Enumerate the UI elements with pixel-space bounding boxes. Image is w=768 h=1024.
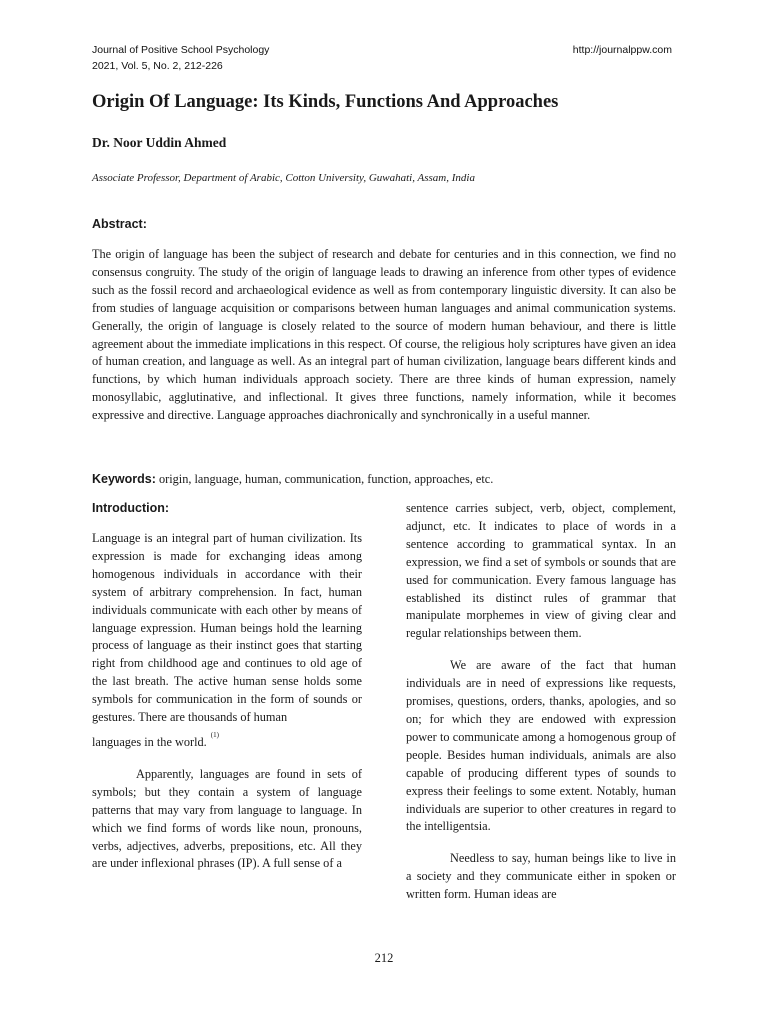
paper-title: Origin Of Language: Its Kinds, Functions And Approaches (92, 92, 559, 112)
author-affiliation: Associate Professor, Department of Arabic, Cotton University, Guwahati, Assam, India (92, 172, 475, 184)
abstract-heading: Abstract: (92, 217, 147, 231)
intro-paragraph-5: Needless to say, human beings like to live in a society and they communicate either in spoken or written form. Human ideas are (406, 851, 676, 902)
left-column (92, 500, 362, 873)
page-number: 212 (374, 951, 394, 965)
intro-paragraph-1-end: languages in the world. (92, 734, 207, 749)
journal-name: Journal of Positive School Psychology (92, 44, 270, 56)
citation-ref[interactable]: (1) (210, 730, 219, 739)
journal-issue: 2021, Vol. 5, No. 2, 212-226 (92, 60, 223, 72)
intro-paragraph-1-text: Language is an integral part of human civilization. Its expression is made for exchanging ideas among homogenous individuals in accordance with their system of arbitrary comprehension. In fact, human individuals communicate with each other by means of language expression. Human beings hold the learning process of language as their instinct goes that starting right from childhood age and continues to old age of the last breath. The active human sense holds some symbols for communication in the form of sounds or gestures. There are thousands of human (92, 531, 362, 725)
intro-paragraph-2: Apparently, languages are found in sets of symbols; but they contain a system of language patterns that may vary from language to language. In which we find forms of words like noun, pronouns, verbs, adjectives, adverbs, prepositions, etc. All they are under inflexional phrases (IP). A full sense of a (92, 766, 362, 871)
author-name: Dr. Noor Uddin Ahmed (92, 135, 227, 150)
intro-paragraph-1 (92, 530, 362, 752)
abstract-text: The origin of language has been the subject of research and debate for centuries and in this connection, we find no consensus congruity. The study of the origin of language leads to drawing an inference from other types of evidence such as the fossil record and archaeological evidence as well as from contemporary linguistic diversity. It can also be from studies of language acquisition or comparisons between human languages and animal communication systems. Generally, the origin of language is closely related to the source of modern human behaviour, and there is little agreement about the immediate implications in this respect. Of course, the religious holy scriptures have given an idea of human creation, and language as well. As an integral part of human civilization, language bears different kinds and functions, by which human individuals approach society. There are three kinds of human expression, namely monosyllabic, agglutinative, and inflectional. It gives three functions, namely information, while it becomes expressive and directive. Language approaches diachronically and synchronically in a useful manner. (92, 247, 676, 423)
right-column (406, 500, 676, 904)
keywords-label: Keywords: (92, 472, 156, 486)
introduction-heading: Introduction: (92, 501, 170, 515)
keywords-line (92, 470, 676, 488)
keywords-text: origin, language, human, communication, function, approaches, etc. (158, 472, 494, 486)
intro-paragraph-3: sentence carries subject, verb, object, complement, adjunct, etc. It indicates to place of words in a sentence according to grammatical syntax. In an expression, we find a set of symbols or sounds that are used for communication. Every famous language has established its distinct rules of grammar that manipulate morphemes in view of giving clear and regular relationships between them. (406, 501, 676, 641)
running-header-journal (92, 42, 269, 74)
intro-paragraph-4: We are aware of the fact that human individuals are in need of expressions like requests, promises, questions, orders, thanks, apologies, and so on; for which they are endowed with expression power to communicate among a homogenous group of people. Besides human individuals, animals are also capable of producing different types of sounds to express their feelings to some extent. Notably, human individuals are superior to other creatures in regard to the intelligentsia. (406, 658, 676, 834)
journal-url[interactable]: http://journalppw.com (572, 44, 672, 56)
